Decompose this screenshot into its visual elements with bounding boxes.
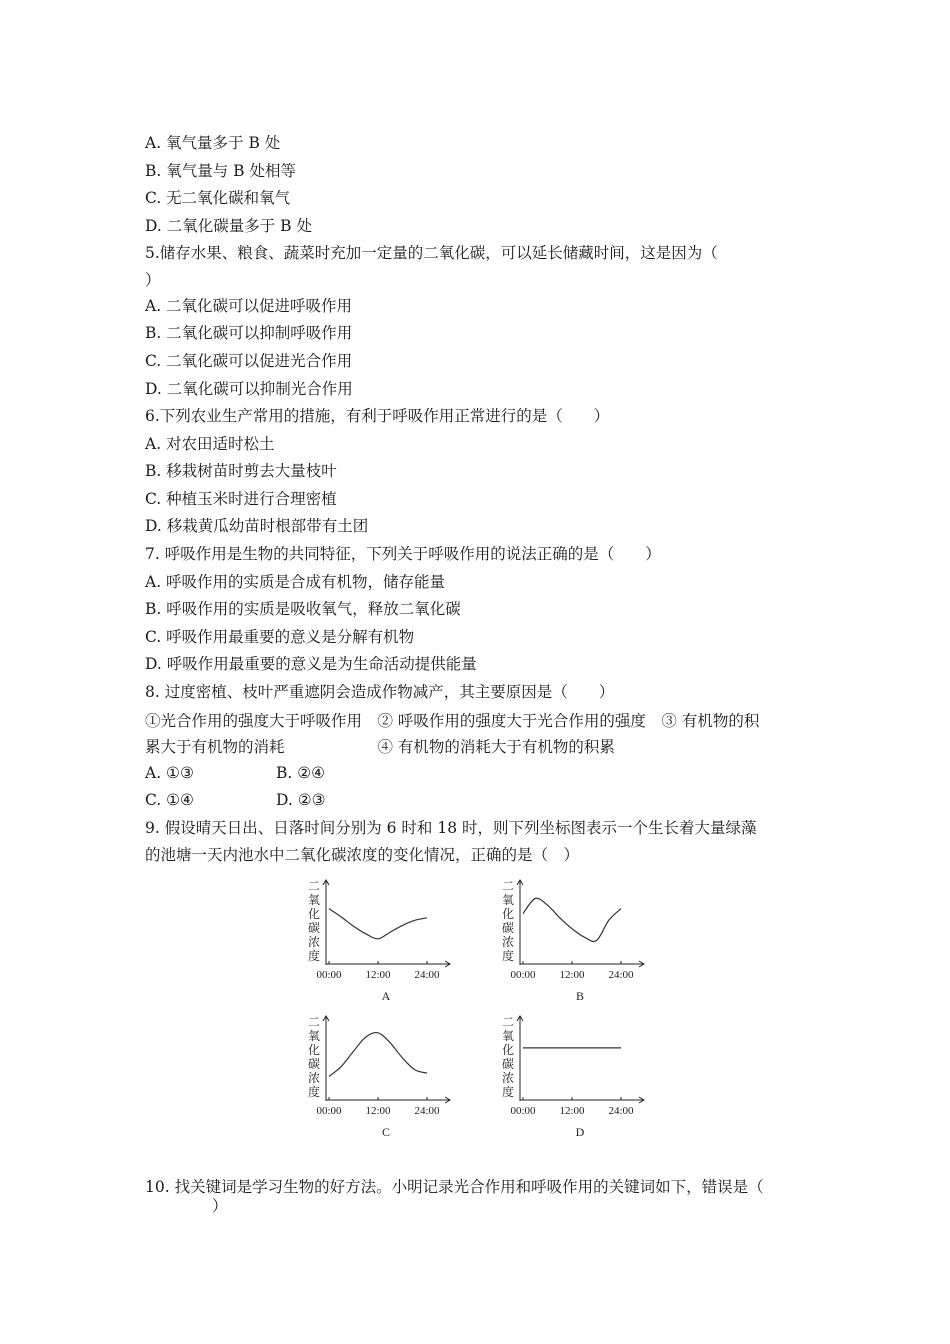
q6-option-a: A. 对农田适时松土 xyxy=(145,435,275,453)
chart-b-svg xyxy=(490,872,660,1004)
x-tick-label: 12:00 xyxy=(365,1105,391,1117)
q6-option-d: D. 移栽黄瓜幼苗时根部带有土团 xyxy=(145,517,369,535)
q8-statements: ①光合作用的强度大于呼吸作用 ② 呼吸作用的强度大于光合作用的强度 ③ 有机物的积 xyxy=(145,712,760,730)
chart-caption-d: D xyxy=(575,1125,585,1139)
chart-a xyxy=(296,872,466,1008)
x-tick-label: 00:00 xyxy=(510,969,536,981)
q10-stem-cont: ） xyxy=(212,1197,228,1215)
q8-option-b: B. ②④ xyxy=(276,764,326,782)
x-tick-label: 00:00 xyxy=(510,1105,536,1117)
chart-caption-a: A xyxy=(381,989,391,1003)
q4-option-b: B. 氧气量与 B 处相等 xyxy=(145,162,296,180)
q7-option-d: D. 呼吸作用最重要的意义是为生命活动提供能量 xyxy=(145,655,477,673)
q5-stem: 5.储存水果、粮食、蔬菜时充加一定量的二氧化碳，可以延长储藏时间，这是因为（ xyxy=(145,244,718,262)
y-axis-label-char: 碳 xyxy=(501,1057,515,1071)
co2-curve-c xyxy=(329,1033,427,1077)
q7-option-a: A. 呼吸作用的实质是合成有机物，储存能量 xyxy=(145,573,446,591)
q5-stem-cont: ） xyxy=(145,271,161,289)
y-axis-label-char: 氧 xyxy=(307,893,321,907)
q8-statements-cont: 累大于有机物的消耗 ④ 有机物的消耗大于有机物的积累 xyxy=(145,738,615,756)
q6-option-b: B. 移栽树苗时剪去大量枝叶 xyxy=(145,462,337,480)
q7-stem: 7. 呼吸作用是生物的共同特征，下列关于呼吸作用的说法正确的是（ ） xyxy=(145,545,661,563)
y-axis-label-char: 二 xyxy=(501,1015,515,1029)
y-axis-label-char: 碳 xyxy=(501,921,515,935)
y-axis-label-char: 氧 xyxy=(501,1029,515,1043)
y-axis-label-char: 浓 xyxy=(501,1071,515,1085)
x-tick-label: 00:00 xyxy=(316,969,342,981)
chart-c-svg xyxy=(296,1008,466,1140)
y-axis-label-char: 氧 xyxy=(501,893,515,907)
q6-option-c: C. 种植玉米时进行合理密植 xyxy=(145,490,337,508)
q5-option-c: C. 二氧化碳可以促进光合作用 xyxy=(145,352,353,370)
chart-d-svg xyxy=(490,1008,660,1140)
y-axis-label-char: 化 xyxy=(307,907,321,921)
x-tick-label: 12:00 xyxy=(559,1105,585,1117)
y-axis-label-char: 度 xyxy=(307,949,321,963)
y-axis-label-char: 度 xyxy=(501,949,515,963)
y-axis-label-char: 浓 xyxy=(307,935,321,949)
y-axis-label-char: 碳 xyxy=(307,1057,321,1071)
y-axis-label-char: 化 xyxy=(501,907,515,921)
co2-curve-a xyxy=(329,909,427,939)
q4-option-a: A. 氧气量多于 B 处 xyxy=(145,134,281,152)
q5-option-a: A. 二氧化碳可以促进呼吸作用 xyxy=(145,297,353,315)
x-tick-label: 24:00 xyxy=(608,1105,634,1117)
y-axis-label-char: 氧 xyxy=(307,1029,321,1043)
y-axis-label-char: 二 xyxy=(307,879,321,893)
x-tick-label: 24:00 xyxy=(414,969,440,981)
y-axis-label-char: 化 xyxy=(307,1043,321,1057)
q8-stem: 8. 过度密植、枝叶严重遮阴会造成作物减产，其主要原因是（ ） xyxy=(145,683,615,701)
chart-caption-b: B xyxy=(575,989,585,1003)
y-axis-label-char: 度 xyxy=(501,1085,515,1099)
q5-option-b: B. 二氧化碳可以抑制呼吸作用 xyxy=(145,324,353,342)
q6-stem: 6.下列农业生产常用的措施，有利于呼吸作用正常进行的是（ ） xyxy=(145,407,610,425)
x-tick-label: 00:00 xyxy=(316,1105,342,1117)
q7-option-b: B. 呼吸作用的实质是吸收氧气，释放二氧化碳 xyxy=(145,600,461,618)
q10-stem: 10. 找关键词是学习生物的好方法。小明记录光合作用和呼吸作用的关键词如下，错误是（ xyxy=(145,1178,764,1196)
q9-stem-cont: 的池塘一天内池水中二氧化碳浓度的变化情况，正确的是（ ） xyxy=(145,846,580,864)
y-axis-label-char: 二 xyxy=(501,879,515,893)
x-tick-label: 24:00 xyxy=(608,969,634,981)
co2-curve-b xyxy=(523,898,621,941)
q5-option-d: D. 二氧化碳可以抑制光合作用 xyxy=(145,380,353,398)
y-axis-label-char: 浓 xyxy=(501,935,515,949)
chart-caption-c: C xyxy=(381,1125,391,1139)
y-axis-label-char: 二 xyxy=(307,1015,321,1029)
q4-option-c: C. 无二氧化碳和氧气 xyxy=(145,189,291,207)
chart-b xyxy=(490,872,660,1008)
x-tick-label: 12:00 xyxy=(559,969,585,981)
y-axis-label-char: 化 xyxy=(501,1043,515,1057)
y-axis-label-char: 碳 xyxy=(307,921,321,935)
chart-c xyxy=(296,1008,466,1144)
q9-stem: 9. 假设晴天日出、日落时间分别为 6 时和 18 时，则下列坐标图表示一个生长着大量绿藻 xyxy=(145,819,757,837)
y-axis-label-char: 度 xyxy=(307,1085,321,1099)
q4-option-d: D. 二氧化碳量多于 B 处 xyxy=(145,217,312,235)
y-axis-label-char: 浓 xyxy=(307,1071,321,1085)
chart-a-svg xyxy=(296,872,466,1004)
q8-option-a: A. ①③ xyxy=(145,764,194,782)
x-tick-label: 24:00 xyxy=(414,1105,440,1117)
q7-option-c: C. 呼吸作用最重要的意义是分解有机物 xyxy=(145,628,415,646)
chart-d xyxy=(490,1008,660,1144)
q8-option-c: C. ①④ xyxy=(145,791,194,809)
q8-option-d: D. ②③ xyxy=(276,791,326,809)
x-tick-label: 12:00 xyxy=(365,969,391,981)
